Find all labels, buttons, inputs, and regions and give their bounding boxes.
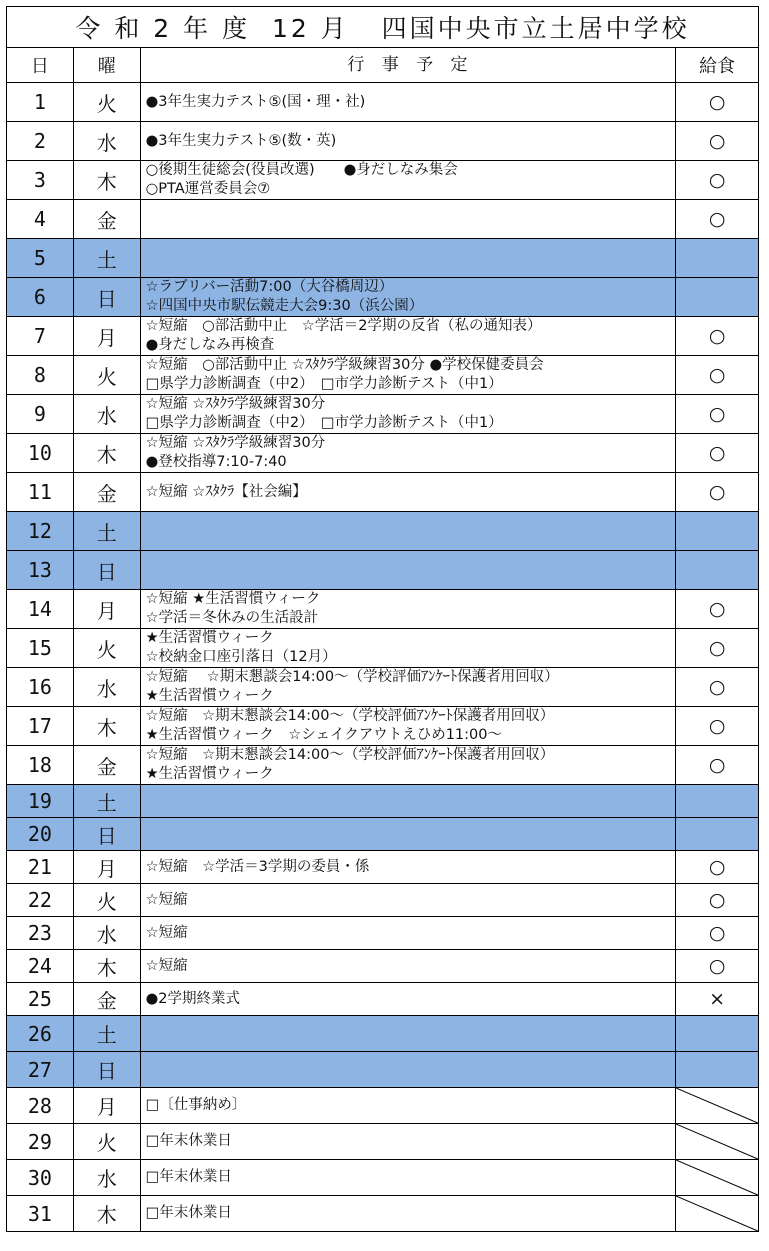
events-cell bbox=[141, 434, 677, 472]
weekday-cell: 木 bbox=[74, 1196, 141, 1231]
lunch-cell: ○ bbox=[708, 481, 726, 503]
day-cell: 21 bbox=[7, 851, 74, 883]
lunch-cell bbox=[676, 1196, 758, 1231]
no-lunch-slash-icon bbox=[676, 1160, 758, 1195]
event-line: ☆校納金口座引落日（12月） bbox=[145, 649, 337, 665]
day-cell: 4 bbox=[7, 200, 74, 238]
table-row bbox=[6, 983, 759, 1016]
events-cell bbox=[141, 707, 677, 745]
event-line: □年末休業日 bbox=[145, 1133, 232, 1149]
event-line: ☆短縮 ☆学活＝3学期の委員・係 bbox=[145, 858, 370, 875]
events-cell bbox=[141, 1160, 677, 1195]
lunch-cell bbox=[676, 512, 758, 550]
event-line: ●登校指導7:10-7:40 bbox=[145, 454, 287, 470]
table-row bbox=[6, 746, 759, 785]
events-cell bbox=[141, 239, 677, 277]
event-line: ☆短縮 ☆ｽﾀｸﾗ学級練習30分 bbox=[145, 396, 326, 412]
weekday-cell: 火 bbox=[74, 83, 141, 121]
event-line: ☆短縮 ☆期末懇談会14:00～（学校評価ｱﾝｹｰﾄ保護者用回収） bbox=[145, 747, 555, 763]
event-line: ☆短縮 bbox=[145, 924, 188, 941]
lunch-cell bbox=[676, 1124, 758, 1159]
events-cell bbox=[141, 884, 677, 916]
table-row bbox=[6, 239, 759, 278]
table-row bbox=[6, 161, 759, 200]
lunch-cell: ○ bbox=[708, 169, 726, 191]
events-cell bbox=[141, 512, 677, 550]
event-line: ☆短縮 ☆期末懇談会14:00～（学校評価ｱﾝｹｰﾄ保護者用回収） bbox=[145, 669, 559, 685]
header-weekday: 曜 bbox=[74, 48, 141, 82]
day-cell: 6 bbox=[7, 278, 74, 316]
weekday-cell: 土 bbox=[74, 239, 141, 277]
event-line: □年末休業日 bbox=[145, 1169, 232, 1185]
events-cell bbox=[141, 746, 677, 784]
weekday-cell: 木 bbox=[74, 161, 141, 199]
events-cell bbox=[141, 122, 677, 160]
day-cell: 1 bbox=[7, 83, 74, 121]
event-line: ☆ラブリバー活動7:00（大谷橋周辺） bbox=[145, 279, 394, 295]
events-cell bbox=[141, 551, 677, 589]
day-cell: 23 bbox=[7, 917, 74, 949]
table-row bbox=[6, 884, 759, 917]
events-cell bbox=[141, 1016, 677, 1051]
page-title: 令 和 2 年 度 12 月 四国中央市立土居中学校 bbox=[6, 6, 759, 47]
day-cell: 31 bbox=[7, 1196, 74, 1231]
lunch-cell: ○ bbox=[708, 637, 726, 659]
table-row bbox=[6, 122, 759, 161]
day-cell: 30 bbox=[7, 1160, 74, 1195]
event-line: ●2学期終業式 bbox=[145, 990, 241, 1007]
event-line: ●身だしなみ再検査 bbox=[145, 337, 275, 353]
lunch-cell: ○ bbox=[708, 856, 726, 878]
event-line: ★生活習慣ウィーク bbox=[145, 630, 274, 646]
day-cell: 10 bbox=[7, 434, 74, 472]
events-cell bbox=[141, 395, 677, 433]
table-row bbox=[6, 785, 759, 818]
event-line: ☆短縮 ○部活動中止 ☆ｽﾀｸﾗ学級練習30分 ●学校保健委員会 bbox=[145, 357, 544, 373]
table-row bbox=[6, 512, 759, 551]
no-lunch-slash-icon bbox=[676, 1196, 758, 1231]
lunch-cell: ○ bbox=[708, 325, 726, 347]
lunch-cell: ○ bbox=[708, 715, 726, 737]
day-cell: 7 bbox=[7, 317, 74, 355]
events-cell bbox=[141, 590, 677, 628]
table-row bbox=[6, 551, 759, 590]
day-cell: 9 bbox=[7, 395, 74, 433]
events-cell bbox=[141, 278, 677, 316]
day-cell: 24 bbox=[7, 950, 74, 982]
table-row bbox=[6, 818, 759, 851]
weekday-cell: 水 bbox=[74, 1160, 141, 1195]
header-day: 日 bbox=[7, 48, 74, 82]
day-cell: 11 bbox=[7, 473, 74, 511]
lunch-cell bbox=[676, 1160, 758, 1195]
events-cell bbox=[141, 983, 677, 1015]
day-cell: 8 bbox=[7, 356, 74, 394]
lunch-cell bbox=[676, 1052, 758, 1087]
day-cell: 5 bbox=[7, 239, 74, 277]
header-events: 行 事 予 定 bbox=[141, 48, 677, 82]
events-cell bbox=[141, 356, 677, 394]
table-row bbox=[6, 851, 759, 884]
weekday-cell: 土 bbox=[74, 512, 141, 550]
lunch-cell bbox=[676, 278, 758, 316]
weekday-cell: 火 bbox=[74, 884, 141, 916]
weekday-cell: 日 bbox=[74, 1052, 141, 1087]
day-cell: 17 bbox=[7, 707, 74, 745]
event-line: ☆短縮 bbox=[145, 957, 188, 974]
day-cell: 20 bbox=[7, 818, 74, 850]
lunch-cell: ○ bbox=[708, 676, 726, 698]
lunch-cell bbox=[676, 1088, 758, 1123]
lunch-cell bbox=[676, 818, 758, 850]
weekday-cell: 日 bbox=[74, 551, 141, 589]
weekday-cell: 水 bbox=[74, 395, 141, 433]
schedule-sheet bbox=[6, 6, 759, 1232]
table-row bbox=[6, 1052, 759, 1088]
event-line: ○後期生徒総会(役員改選) ●身だしなみ集会 bbox=[145, 162, 458, 178]
day-cell: 29 bbox=[7, 1124, 74, 1159]
table-row bbox=[6, 1124, 759, 1160]
weekday-cell: 日 bbox=[74, 278, 141, 316]
day-cell: 15 bbox=[7, 629, 74, 667]
day-cell: 19 bbox=[7, 785, 74, 817]
weekday-cell: 火 bbox=[74, 629, 141, 667]
lunch-cell bbox=[676, 239, 758, 277]
day-cell: 16 bbox=[7, 668, 74, 706]
weekday-cell: 月 bbox=[74, 590, 141, 628]
lunch-cell: ○ bbox=[708, 889, 726, 911]
weekday-cell: 木 bbox=[74, 950, 141, 982]
event-line: □県学力診断調査（中2） □市学力診断テスト（中1） bbox=[145, 415, 503, 431]
event-line: ☆短縮 ☆ｽﾀｸﾗ【社会編】 bbox=[145, 483, 307, 500]
day-cell: 2 bbox=[7, 122, 74, 160]
events-cell bbox=[141, 1052, 677, 1087]
day-cell: 12 bbox=[7, 512, 74, 550]
events-cell bbox=[141, 851, 677, 883]
events-cell bbox=[141, 161, 677, 199]
events-cell bbox=[141, 629, 677, 667]
table-row bbox=[6, 473, 759, 512]
table-row bbox=[6, 590, 759, 629]
events-cell bbox=[141, 1088, 677, 1123]
event-line: ○PTA運営委員会⑦ bbox=[145, 181, 271, 197]
event-line: □〔仕事納め〕 bbox=[145, 1097, 247, 1113]
events-cell bbox=[141, 917, 677, 949]
table-row bbox=[6, 1016, 759, 1052]
table-row bbox=[6, 278, 759, 317]
event-line: ☆短縮 ○部活動中止 ☆学活＝2学期の反省（私の通知表） bbox=[145, 318, 542, 334]
event-line: ☆短縮 ★生活習慣ウィーク bbox=[145, 591, 321, 607]
event-line: ●3年生実力テスト⑤(国・理・社) bbox=[145, 93, 366, 110]
lunch-cell: ○ bbox=[708, 442, 726, 464]
events-cell bbox=[141, 473, 677, 511]
weekday-cell: 金 bbox=[74, 200, 141, 238]
event-line: ☆四国中央市駅伝競走大会9:30（浜公園） bbox=[145, 298, 424, 314]
event-line: □県学力診断調査（中2） □市学力診断テスト（中1） bbox=[145, 376, 503, 392]
events-cell bbox=[141, 785, 677, 817]
table-row bbox=[6, 1196, 759, 1232]
events-cell bbox=[141, 200, 677, 238]
weekday-cell: 水 bbox=[74, 917, 141, 949]
weekday-cell: 月 bbox=[74, 317, 141, 355]
table-row bbox=[6, 1160, 759, 1196]
lunch-cell: ○ bbox=[708, 91, 726, 113]
table-row bbox=[6, 317, 759, 356]
table-row bbox=[6, 707, 759, 746]
weekday-cell: 日 bbox=[74, 818, 141, 850]
event-line: ☆短縮 bbox=[145, 891, 188, 908]
weekday-cell: 月 bbox=[74, 851, 141, 883]
schedule-rows bbox=[6, 83, 759, 1232]
table-row bbox=[6, 668, 759, 707]
day-cell: 25 bbox=[7, 983, 74, 1015]
day-cell: 26 bbox=[7, 1016, 74, 1051]
table-row bbox=[6, 434, 759, 473]
day-cell: 28 bbox=[7, 1088, 74, 1123]
weekday-cell: 土 bbox=[74, 785, 141, 817]
events-cell bbox=[141, 1124, 677, 1159]
events-cell bbox=[141, 317, 677, 355]
day-cell: 14 bbox=[7, 590, 74, 628]
weekday-cell: 水 bbox=[74, 668, 141, 706]
weekday-cell: 金 bbox=[74, 746, 141, 784]
table-row bbox=[6, 200, 759, 239]
table-row bbox=[6, 629, 759, 668]
lunch-cell: ○ bbox=[708, 364, 726, 386]
lunch-cell: ○ bbox=[708, 922, 726, 944]
weekday-cell: 水 bbox=[74, 122, 141, 160]
table-row bbox=[6, 356, 759, 395]
header-lunch: 給食 bbox=[699, 56, 736, 77]
table-row bbox=[6, 83, 759, 122]
day-cell: 13 bbox=[7, 551, 74, 589]
weekday-cell: 火 bbox=[74, 356, 141, 394]
lunch-cell bbox=[676, 1016, 758, 1051]
no-lunch-slash-icon bbox=[676, 1124, 758, 1159]
day-cell: 22 bbox=[7, 884, 74, 916]
weekday-cell: 火 bbox=[74, 1124, 141, 1159]
event-line: ★生活習慣ウィーク ☆シェイクアウトえひめ11:00～ bbox=[145, 727, 502, 743]
lunch-cell: ○ bbox=[708, 598, 726, 620]
event-line: ●3年生実力テスト⑤(数・英) bbox=[145, 132, 337, 149]
weekday-cell: 土 bbox=[74, 1016, 141, 1051]
weekday-cell: 金 bbox=[74, 983, 141, 1015]
lunch-cell: ○ bbox=[708, 130, 726, 152]
events-cell bbox=[141, 950, 677, 982]
lunch-cell bbox=[676, 551, 758, 589]
lunch-cell: ○ bbox=[708, 754, 726, 776]
events-cell bbox=[141, 668, 677, 706]
table-row bbox=[6, 1088, 759, 1124]
lunch-cell: ○ bbox=[708, 208, 726, 230]
table-row bbox=[6, 395, 759, 434]
event-line: □年末休業日 bbox=[145, 1205, 232, 1221]
day-cell: 3 bbox=[7, 161, 74, 199]
day-cell: 18 bbox=[7, 746, 74, 784]
events-cell bbox=[141, 818, 677, 850]
lunch-cell bbox=[676, 785, 758, 817]
weekday-cell: 木 bbox=[74, 707, 141, 745]
day-cell: 27 bbox=[7, 1052, 74, 1087]
table-row bbox=[6, 950, 759, 983]
no-lunch-slash-icon bbox=[676, 1088, 758, 1123]
lunch-cell: × bbox=[709, 988, 726, 1010]
event-line: ☆短縮 ☆ｽﾀｸﾗ学級練習30分 bbox=[145, 435, 326, 451]
weekday-cell: 木 bbox=[74, 434, 141, 472]
lunch-cell: ○ bbox=[708, 955, 726, 977]
weekday-cell: 月 bbox=[74, 1088, 141, 1123]
header-row bbox=[6, 47, 759, 83]
event-line: ☆短縮 ☆期末懇談会14:00～（学校評価ｱﾝｹｰﾄ保護者用回収） bbox=[145, 708, 555, 724]
events-cell bbox=[141, 83, 677, 121]
event-line: ☆学活＝冬休みの生活設計 bbox=[145, 610, 319, 626]
events-cell bbox=[141, 1196, 677, 1231]
lunch-cell: ○ bbox=[708, 403, 726, 425]
event-line: ★生活習慣ウィーク bbox=[145, 766, 274, 782]
weekday-cell: 金 bbox=[74, 473, 141, 511]
event-line: ★生活習慣ウィーク bbox=[145, 688, 274, 704]
table-row bbox=[6, 917, 759, 950]
